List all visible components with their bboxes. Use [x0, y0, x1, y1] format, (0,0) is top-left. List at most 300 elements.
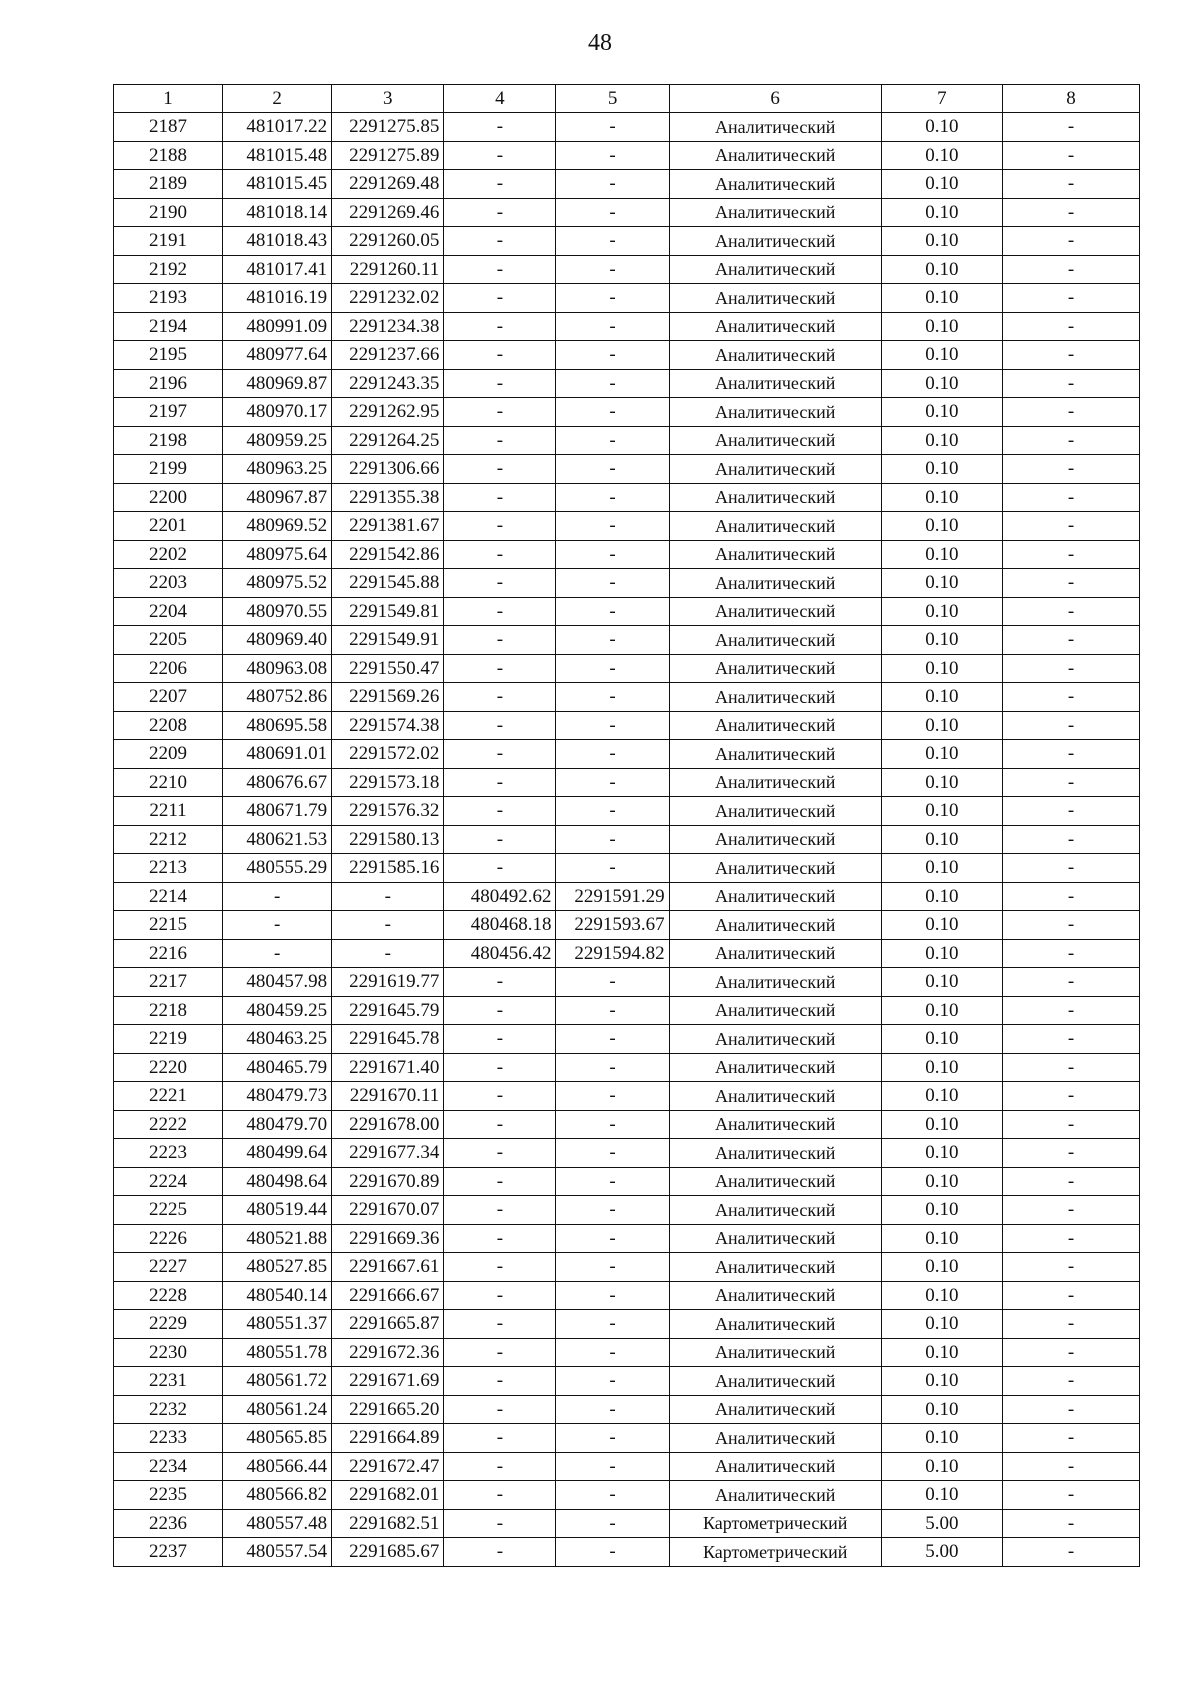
table-cell: 2207 [114, 683, 223, 712]
table-cell: 2198 [114, 426, 223, 455]
table-cell: 0.10 [881, 227, 1002, 256]
table-cell: - [1003, 569, 1140, 598]
table-cell: 480975.52 [223, 569, 332, 598]
table-row [114, 626, 1140, 655]
table-cell: 0.10 [881, 654, 1002, 683]
table-cell: 2291269.48 [332, 170, 444, 199]
table-cell: 2291549.81 [332, 597, 444, 626]
table-cell: - [556, 1167, 669, 1196]
table-cell: 480691.01 [223, 740, 332, 769]
table-row [114, 1509, 1140, 1538]
column-header: 5 [556, 85, 669, 113]
table-cell: - [444, 483, 556, 512]
table-cell: 2291569.26 [332, 683, 444, 712]
table-cell: Аналитический [669, 797, 881, 826]
table-cell: 2291355.38 [332, 483, 444, 512]
table-cell: Аналитический [669, 825, 881, 854]
table-cell: 0.10 [881, 1367, 1002, 1396]
table-cell: Аналитический [669, 740, 881, 769]
table-cell: 2196 [114, 369, 223, 398]
table-row [114, 1338, 1140, 1367]
table-cell: - [444, 1025, 556, 1054]
table-cell: 2210 [114, 768, 223, 797]
table-cell: 480566.44 [223, 1452, 332, 1481]
table-cell: Аналитический [669, 426, 881, 455]
table-cell: 2224 [114, 1167, 223, 1196]
table-cell: 2212 [114, 825, 223, 854]
table-cell: Аналитический [669, 683, 881, 712]
table-row [114, 1253, 1140, 1282]
table-cell: - [1003, 1224, 1140, 1253]
table-cell: - [556, 1224, 669, 1253]
table-row [114, 825, 1140, 854]
table-row [114, 797, 1140, 826]
table-row [114, 939, 1140, 968]
page-number: 48 [588, 30, 612, 56]
table-cell: - [1003, 341, 1140, 370]
table-cell: 2291594.82 [556, 939, 669, 968]
table-row [114, 483, 1140, 512]
table-cell: Аналитический [669, 113, 881, 142]
table-row [114, 1110, 1140, 1139]
table-cell: - [444, 1538, 556, 1567]
table-cell: 0.10 [881, 825, 1002, 854]
table-cell: 0.10 [881, 1082, 1002, 1111]
table-cell: 480479.73 [223, 1082, 332, 1111]
table-cell: - [444, 854, 556, 883]
table-row [114, 996, 1140, 1025]
table-row [114, 1424, 1140, 1453]
table-cell: Аналитический [669, 170, 881, 199]
table-cell: 2291542.86 [332, 540, 444, 569]
table-cell: Аналитический [669, 996, 881, 1025]
table-cell: 480557.48 [223, 1509, 332, 1538]
table-cell: - [556, 1481, 669, 1510]
table-cell: 480498.64 [223, 1167, 332, 1196]
table-row [114, 227, 1140, 256]
table-cell: Аналитический [669, 939, 881, 968]
table-cell: - [444, 1452, 556, 1481]
table-cell: Аналитический [669, 341, 881, 370]
table-cell: 0.10 [881, 711, 1002, 740]
table-cell: - [1003, 1367, 1140, 1396]
table-cell: - [444, 1395, 556, 1424]
table-cell: - [556, 825, 669, 854]
table-cell: 480551.37 [223, 1310, 332, 1339]
table-cell: 480676.67 [223, 768, 332, 797]
table-cell: - [556, 1025, 669, 1054]
table-cell: - [1003, 1110, 1140, 1139]
table-cell: 480970.17 [223, 398, 332, 427]
table-cell: 2291645.78 [332, 1025, 444, 1054]
table-row [114, 1281, 1140, 1310]
table-row [114, 654, 1140, 683]
table-cell: - [1003, 369, 1140, 398]
table-cell: 2233 [114, 1424, 223, 1453]
table-cell: Аналитический [669, 369, 881, 398]
table-cell: 2187 [114, 113, 223, 142]
table-cell: 2188 [114, 141, 223, 170]
table-cell: Аналитический [669, 1338, 881, 1367]
table-cell: - [444, 1253, 556, 1282]
table-cell: 2291580.13 [332, 825, 444, 854]
table-cell: Аналитический [669, 455, 881, 484]
table-cell: - [1003, 170, 1140, 199]
table-cell: 480671.79 [223, 797, 332, 826]
header-row [114, 85, 1140, 113]
table-cell: 2195 [114, 341, 223, 370]
table-cell: 2291306.66 [332, 455, 444, 484]
table-cell: - [556, 198, 669, 227]
table-cell: 0.10 [881, 198, 1002, 227]
table-cell: - [556, 968, 669, 997]
table-cell: 480977.64 [223, 341, 332, 370]
table-cell: - [1003, 512, 1140, 541]
column-header: 7 [881, 85, 1002, 113]
table-cell: - [444, 711, 556, 740]
table-cell: - [444, 398, 556, 427]
table-row [114, 1025, 1140, 1054]
table-cell: 2291667.61 [332, 1253, 444, 1282]
table-cell: 0.10 [881, 1025, 1002, 1054]
table-cell: 481017.41 [223, 255, 332, 284]
table-cell: 2202 [114, 540, 223, 569]
table-cell: 480959.25 [223, 426, 332, 455]
table-cell: - [444, 626, 556, 655]
table-cell: 2209 [114, 740, 223, 769]
table-cell: 2197 [114, 398, 223, 427]
column-header: 1 [114, 85, 223, 113]
table-cell: - [556, 227, 669, 256]
table-body [114, 113, 1140, 1567]
table-cell: 0.10 [881, 854, 1002, 883]
table-cell: 0.10 [881, 312, 1002, 341]
table-cell: Аналитический [669, 1367, 881, 1396]
table-cell: - [1003, 1481, 1140, 1510]
table-cell: 480963.08 [223, 654, 332, 683]
table-cell: 2215 [114, 911, 223, 940]
table-cell: 2199 [114, 455, 223, 484]
table-cell: - [556, 1053, 669, 1082]
table-cell: 481018.43 [223, 227, 332, 256]
table-cell: 2291573.18 [332, 768, 444, 797]
table-cell: 0.10 [881, 968, 1002, 997]
table-cell: 2193 [114, 284, 223, 313]
table-cell: 0.10 [881, 113, 1002, 142]
table-cell: 480557.54 [223, 1538, 332, 1567]
table-cell: 0.10 [881, 797, 1002, 826]
table-cell: - [444, 1481, 556, 1510]
table-cell: - [444, 312, 556, 341]
table-cell: Аналитический [669, 1281, 881, 1310]
table-cell: - [1003, 1196, 1140, 1225]
table-cell: - [444, 426, 556, 455]
table-cell: - [444, 1509, 556, 1538]
table-cell: 2291275.85 [332, 113, 444, 142]
table-cell: Аналитический [669, 1452, 881, 1481]
table-row [114, 1139, 1140, 1168]
table-cell: 480492.62 [444, 882, 556, 911]
table-cell: 0.10 [881, 540, 1002, 569]
table-cell: 0.10 [881, 141, 1002, 170]
table-cell: 2291672.47 [332, 1452, 444, 1481]
table-cell: - [1003, 284, 1140, 313]
table-cell: - [556, 170, 669, 199]
table-cell: 2208 [114, 711, 223, 740]
column-header: 6 [669, 85, 881, 113]
table-cell: 2220 [114, 1053, 223, 1082]
table-row [114, 1367, 1140, 1396]
table-cell: - [444, 455, 556, 484]
table-cell: - [556, 1367, 669, 1396]
table-cell: - [332, 911, 444, 940]
table-cell: - [556, 1338, 669, 1367]
table-cell: 0.10 [881, 1452, 1002, 1481]
table-cell: - [1003, 483, 1140, 512]
table-cell: 2291670.07 [332, 1196, 444, 1225]
table-cell: - [556, 597, 669, 626]
table-cell: - [1003, 141, 1140, 170]
table-cell: Аналитический [669, 1224, 881, 1253]
table-cell: - [1003, 1538, 1140, 1567]
table-row [114, 312, 1140, 341]
table-cell: - [556, 426, 669, 455]
table-cell: 480540.14 [223, 1281, 332, 1310]
table-cell: 481015.48 [223, 141, 332, 170]
table-cell: - [556, 1253, 669, 1282]
table-cell: 0.10 [881, 740, 1002, 769]
table-cell: Аналитический [669, 569, 881, 598]
table-cell: 480991.09 [223, 312, 332, 341]
table-cell: - [1003, 113, 1140, 142]
table-cell: 2205 [114, 626, 223, 655]
table-cell: 2291670.11 [332, 1082, 444, 1111]
table-cell: - [444, 1310, 556, 1339]
table-cell: - [444, 768, 556, 797]
table-cell: - [556, 341, 669, 370]
table-cell: Аналитический [669, 398, 881, 427]
table-cell: 2216 [114, 939, 223, 968]
table-cell: - [1003, 455, 1140, 484]
table-cell: 480566.82 [223, 1481, 332, 1510]
table-row [114, 170, 1140, 199]
table-row [114, 1395, 1140, 1424]
table-cell: 2291682.51 [332, 1509, 444, 1538]
table-cell: 480459.25 [223, 996, 332, 1025]
table-cell: - [332, 882, 444, 911]
table-cell: 2190 [114, 198, 223, 227]
table-cell: 0.10 [881, 1424, 1002, 1453]
table-cell: - [556, 284, 669, 313]
table-cell: 2291545.88 [332, 569, 444, 598]
table-cell: 2291591.29 [556, 882, 669, 911]
table-row [114, 569, 1140, 598]
table-cell: 2229 [114, 1310, 223, 1339]
table-cell: Аналитический [669, 911, 881, 940]
table-cell: - [444, 341, 556, 370]
table-cell: Аналитический [669, 512, 881, 541]
table-row [114, 1224, 1140, 1253]
table-cell: - [444, 1053, 556, 1082]
table-cell: Аналитический [669, 882, 881, 911]
table-cell: - [556, 569, 669, 598]
table-cell: 2291576.32 [332, 797, 444, 826]
table-cell: Аналитический [669, 1253, 881, 1282]
table-cell: 2218 [114, 996, 223, 1025]
table-cell: 2236 [114, 1509, 223, 1538]
table-cell: - [444, 1281, 556, 1310]
table-row [114, 113, 1140, 142]
table-cell: 481018.14 [223, 198, 332, 227]
table-row [114, 141, 1140, 170]
table-cell: - [1003, 1395, 1140, 1424]
table-cell: 0.10 [881, 1253, 1002, 1282]
table-cell: 480561.24 [223, 1395, 332, 1424]
table-cell: 2200 [114, 483, 223, 512]
table-cell: - [1003, 1452, 1140, 1481]
table-cell: - [444, 141, 556, 170]
table-row [114, 1310, 1140, 1339]
table-cell: 2291677.34 [332, 1139, 444, 1168]
table-cell: - [444, 996, 556, 1025]
table-cell: - [556, 455, 669, 484]
table-cell: - [444, 512, 556, 541]
table-cell: - [1003, 854, 1140, 883]
table-cell: - [444, 825, 556, 854]
table-cell: 2291585.16 [332, 854, 444, 883]
table-cell: - [223, 911, 332, 940]
table-cell: 480456.42 [444, 939, 556, 968]
table-cell: - [556, 1110, 669, 1139]
table-cell: 2192 [114, 255, 223, 284]
table-cell: - [444, 113, 556, 142]
table-cell: 2228 [114, 1281, 223, 1310]
table-cell: - [1003, 312, 1140, 341]
table-cell: 2291234.38 [332, 312, 444, 341]
table-cell: - [556, 540, 669, 569]
table-cell: 0.10 [881, 1338, 1002, 1367]
table-cell: 0.10 [881, 1281, 1002, 1310]
table-row [114, 1053, 1140, 1082]
table-cell: 2194 [114, 312, 223, 341]
table-cell: 2291593.67 [556, 911, 669, 940]
table-cell: 480752.86 [223, 683, 332, 712]
table-cell: - [556, 1452, 669, 1481]
table-cell: - [444, 968, 556, 997]
table-row [114, 1167, 1140, 1196]
table-cell: - [1003, 1310, 1140, 1339]
table-cell: - [556, 113, 669, 142]
table-cell: - [332, 939, 444, 968]
table-cell: 2201 [114, 512, 223, 541]
table-cell: 2219 [114, 1025, 223, 1054]
table-cell: - [1003, 683, 1140, 712]
table-cell: - [444, 1110, 556, 1139]
table-cell: 2230 [114, 1338, 223, 1367]
table-cell: 2291549.91 [332, 626, 444, 655]
table-cell: 480967.87 [223, 483, 332, 512]
table-cell: - [556, 1424, 669, 1453]
table-cell: 2223 [114, 1139, 223, 1168]
table-cell: Аналитический [669, 1082, 881, 1111]
table-cell: - [556, 996, 669, 1025]
table-cell: - [556, 854, 669, 883]
table-cell: - [556, 1509, 669, 1538]
table-cell: - [556, 512, 669, 541]
table-row [114, 968, 1140, 997]
table-cell: 2291574.38 [332, 711, 444, 740]
table-cell: - [1003, 1338, 1140, 1367]
table-cell: 2227 [114, 1253, 223, 1282]
table-row [114, 740, 1140, 769]
table-cell: 2291670.89 [332, 1167, 444, 1196]
table-cell: Аналитический [669, 597, 881, 626]
table-cell: Аналитический [669, 1395, 881, 1424]
table-cell: - [1003, 1281, 1140, 1310]
table-cell: Аналитический [669, 1025, 881, 1054]
table-cell: 2291243.35 [332, 369, 444, 398]
table-cell: 480551.78 [223, 1338, 332, 1367]
table-cell: - [556, 768, 669, 797]
table-cell: Картометрический [669, 1538, 881, 1567]
coordinates-table [113, 84, 1140, 1567]
table-cell: 480969.87 [223, 369, 332, 398]
table-cell: - [444, 1082, 556, 1111]
table-cell: - [556, 1281, 669, 1310]
table-row [114, 768, 1140, 797]
table-cell: 2291275.89 [332, 141, 444, 170]
table-row [114, 198, 1140, 227]
table-cell: 480479.70 [223, 1110, 332, 1139]
table-cell: 0.10 [881, 911, 1002, 940]
table-cell: 2234 [114, 1452, 223, 1481]
table-cell: 2217 [114, 968, 223, 997]
table-cell: - [1003, 711, 1140, 740]
table-cell: Аналитический [669, 711, 881, 740]
table-cell: 480463.25 [223, 1025, 332, 1054]
table-cell: 5.00 [881, 1509, 1002, 1538]
table-cell: 481015.45 [223, 170, 332, 199]
table-cell: - [1003, 1139, 1140, 1168]
table-cell: - [1003, 1025, 1140, 1054]
table-row [114, 369, 1140, 398]
table-cell: - [556, 711, 669, 740]
table-cell: - [1003, 1253, 1140, 1282]
table-cell: 2214 [114, 882, 223, 911]
table-row [114, 911, 1140, 940]
table-cell: - [444, 1338, 556, 1367]
table-cell: 480969.52 [223, 512, 332, 541]
table-cell: - [1003, 654, 1140, 683]
table-cell: - [556, 1538, 669, 1567]
table-cell: - [556, 797, 669, 826]
table-cell: - [556, 369, 669, 398]
table-cell: 2291237.66 [332, 341, 444, 370]
table-row [114, 882, 1140, 911]
table-cell: 480969.40 [223, 626, 332, 655]
table-cell: 0.10 [881, 1139, 1002, 1168]
table-cell: 480519.44 [223, 1196, 332, 1225]
table-cell: - [444, 597, 556, 626]
table-cell: 0.10 [881, 455, 1002, 484]
table-cell: 2211 [114, 797, 223, 826]
table-cell: - [1003, 825, 1140, 854]
table-cell: Аналитический [669, 198, 881, 227]
table-cell: 0.10 [881, 683, 1002, 712]
table-cell: - [444, 255, 556, 284]
table-cell: 480499.64 [223, 1139, 332, 1168]
table-cell: - [556, 1196, 669, 1225]
